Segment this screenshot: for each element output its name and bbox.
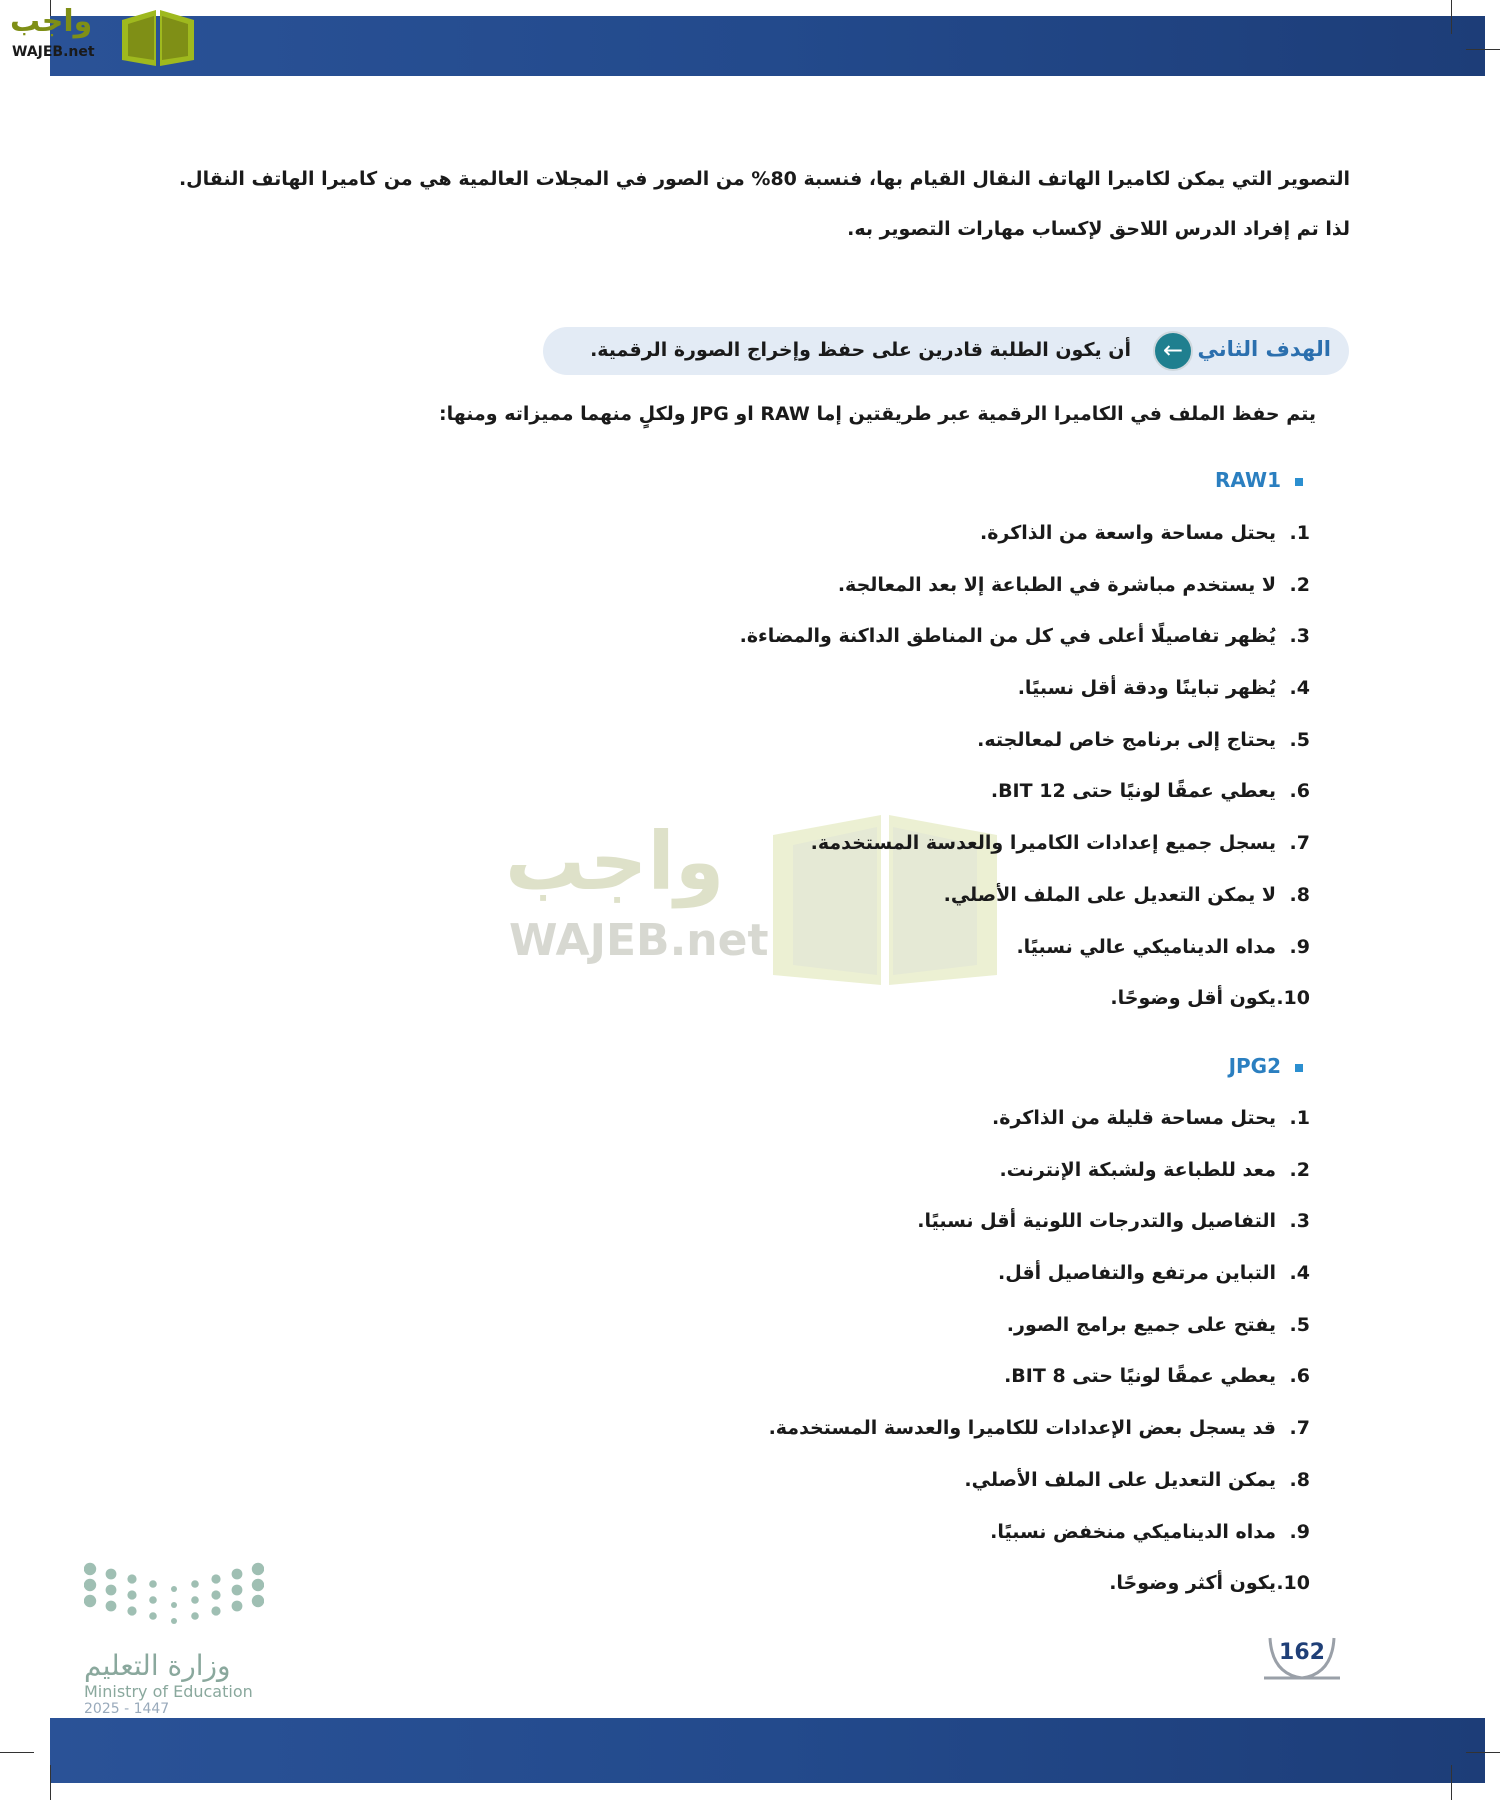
item-text: يعطي عمقًا لونيًا حتى 8 BIT.: [1004, 1365, 1276, 1388]
dot: [211, 1574, 220, 1583]
list-item: [740, 625, 1310, 677]
dot: [106, 1569, 117, 1580]
formats-intro: يتم حفظ الملف في الكاميرا الرقمية عبر طريقتين إما RAW او JPG ولكلٍ منهما مميزاته ومنها:: [439, 403, 1316, 425]
list-item: [740, 677, 1310, 729]
dot: [149, 1612, 157, 1620]
dot: [84, 1595, 96, 1607]
item-number: 4.: [1289, 677, 1310, 700]
dot: [252, 1595, 264, 1607]
dot: [106, 1585, 117, 1596]
item-text: يعطي عمقًا لونيًا حتى 12 BIT.: [990, 780, 1276, 803]
item-number: 6.: [1289, 780, 1310, 803]
dot: [171, 1602, 177, 1608]
intro-paragraph-line-2: لذا تم إفراد الدرس اللاحق لإكساب مهارات التصوير به.: [847, 218, 1350, 240]
watermark-english: WAJEB.net: [509, 915, 769, 966]
list-item: [740, 522, 1310, 574]
item-text: لا يمكن التعديل على الملف الأصلي.: [943, 883, 1276, 906]
item-text: يمكن التعديل على الملف الأصلي.: [964, 1468, 1276, 1491]
section-title-raw: [1215, 468, 1303, 492]
dot: [127, 1590, 136, 1599]
item-text: يكون أقل وضوحًا.: [1110, 987, 1276, 1010]
jpg-features-list: [769, 1107, 1310, 1624]
item-number: 8.: [1289, 1468, 1310, 1491]
item-number: 2.: [1289, 1158, 1310, 1181]
logo-english: WAJEB.net: [12, 44, 95, 60]
item-text: يسجل جميع إعدادات الكاميرا والعدسة المستخدمة.: [810, 832, 1276, 855]
dot: [191, 1580, 199, 1588]
crop-mark: [50, 1765, 51, 1800]
list-item: [769, 1572, 1310, 1624]
dot: [127, 1574, 136, 1583]
raw-features-list: [740, 522, 1310, 1039]
list-item: [769, 1159, 1310, 1211]
item-number: 5.: [1289, 1313, 1310, 1336]
item-number: 3.: [1289, 1210, 1310, 1233]
crop-mark: [1466, 49, 1500, 50]
dot: [191, 1596, 199, 1604]
logo-arabic: واجب: [10, 4, 93, 39]
item-number: 7.: [1289, 832, 1310, 855]
ministry-arabic: وزارة التعليم: [84, 1649, 231, 1682]
item-number: 4.: [1289, 1262, 1310, 1285]
list-item: [769, 1417, 1310, 1469]
wajeb-logo: [10, 4, 190, 66]
section-title-text: JPG2: [1228, 1054, 1281, 1078]
item-number: 6.: [1289, 1365, 1310, 1388]
list-item: [740, 729, 1310, 781]
dot: [171, 1618, 177, 1624]
bullet-square-icon: [1295, 478, 1303, 486]
item-text: يكون أكثر وضوحًا.: [1109, 1572, 1276, 1595]
dot: [191, 1612, 199, 1620]
item-number: 1.: [1289, 1107, 1310, 1129]
item-number: 7.: [1289, 1417, 1310, 1440]
item-number: 1.: [1289, 522, 1310, 544]
dot: [106, 1601, 117, 1612]
list-item: [740, 832, 1310, 884]
list-item: [740, 574, 1310, 626]
dot: [127, 1606, 136, 1615]
bullet-square-icon: [1295, 1064, 1303, 1072]
item-text: قد يسجل بعض الإعدادات للكاميرا والعدسة المستخدمة.: [768, 1417, 1276, 1440]
item-text: يحتل مساحة واسعة من الذاكرة.: [979, 522, 1276, 544]
item-number: 10.: [1276, 987, 1310, 1010]
watermark-arabic: واجب: [505, 815, 725, 908]
item-number: 9.: [1289, 1520, 1310, 1543]
item-number: 9.: [1289, 935, 1310, 958]
list-item: [769, 1262, 1310, 1314]
item-text: مداه الديناميكي منخفض نسبيًا.: [990, 1520, 1276, 1543]
list-item: [740, 936, 1310, 988]
dot: [171, 1586, 177, 1592]
item-number: 3.: [1289, 625, 1310, 648]
ministry-of-education-logo: [84, 1561, 274, 1717]
item-text: التفاصيل والتدرجات اللونية أقل نسبيًا.: [917, 1210, 1276, 1233]
item-text: لا يستخدم مباشرة في الطباعة إلا بعد المعالجة.: [837, 573, 1276, 596]
dot: [211, 1606, 220, 1615]
dot: [232, 1569, 243, 1580]
item-text: معد للطباعة ولشبكة الإنترنت.: [999, 1158, 1276, 1181]
list-item: [740, 884, 1310, 936]
ministry-english: Ministry of Education: [84, 1682, 253, 1701]
list-item: [769, 1521, 1310, 1573]
page-number-text: 162: [1279, 1640, 1325, 1665]
section-title-text: RAW1: [1215, 468, 1281, 492]
section-title-jpg: [1229, 1054, 1303, 1078]
list-item: [769, 1365, 1310, 1417]
intro-paragraph-line-1: التصوير التي يمكن لكاميرا الهاتف النقال القيام بها، فنسبة 80% من الصور في المجلات العالمية هي من كاميرا الهاتف النقال.: [178, 168, 1350, 190]
dot: [211, 1590, 220, 1599]
list-item: [769, 1210, 1310, 1262]
item-text: التباين مرتفع والتفاصيل أقل.: [998, 1262, 1276, 1285]
item-text: يحتل مساحة قليلة من الذاكرة.: [992, 1107, 1276, 1129]
item-number: 5.: [1289, 728, 1310, 751]
goal-text: أن يكون الطلبة قادرين على حفظ وإخراج الصورة الرقمية.: [590, 339, 1131, 361]
book-icon: [118, 6, 198, 68]
item-text: يفتح على جميع برامج الصور.: [1006, 1313, 1276, 1336]
dot: [232, 1585, 243, 1596]
dot: [149, 1580, 157, 1588]
crop-mark: [1451, 0, 1452, 34]
footer-band: [50, 1718, 1485, 1783]
dot: [84, 1563, 96, 1575]
dot: [252, 1563, 264, 1575]
item-number: 2.: [1289, 573, 1310, 596]
dot: [149, 1596, 157, 1604]
ministry-year: 2025 - 1447: [84, 1701, 170, 1717]
list-item: [740, 987, 1310, 1039]
ministry-dots-icon: [84, 1561, 264, 1631]
header-band: [50, 16, 1485, 76]
crop-mark: [0, 1752, 34, 1753]
item-text: يُظهر تفاصيلًا أعلى في كل من المناطق الداكنة والمضاءة.: [739, 625, 1276, 648]
dot: [252, 1579, 264, 1591]
list-item: [769, 1469, 1310, 1521]
crop-mark: [1466, 1752, 1500, 1753]
page-number: [1262, 1636, 1342, 1682]
goal-label: الهدف الثاني: [1197, 337, 1331, 361]
list-item: [740, 780, 1310, 832]
list-item: [769, 1314, 1310, 1366]
crop-mark: [1451, 1765, 1452, 1800]
dot: [84, 1579, 96, 1591]
list-item: [769, 1107, 1310, 1159]
arrow-left-icon: ←: [1153, 331, 1193, 371]
item-number: 10.: [1276, 1572, 1310, 1595]
goal-banner: [543, 327, 1349, 375]
dot: [232, 1601, 243, 1612]
item-text: مداه الديناميكي عالي نسبيًا.: [1016, 935, 1276, 958]
item-text: يحتاج إلى برنامج خاص لمعالجته.: [977, 728, 1276, 751]
item-text: يُظهر تباينًا ودقة أقل نسبيًا.: [1017, 677, 1276, 700]
item-number: 8.: [1289, 883, 1310, 906]
